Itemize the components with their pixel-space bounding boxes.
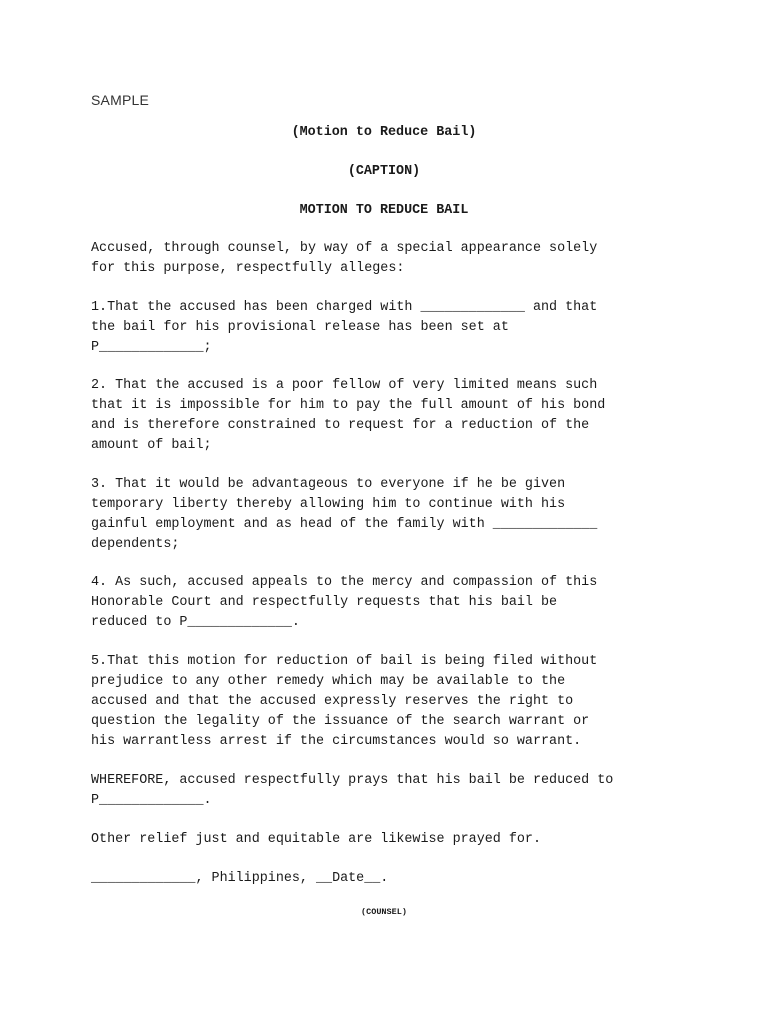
document-heading: MOTION TO REDUCE BAIL	[299, 203, 469, 218]
intro-paragraph: Accused, through counsel, by way of a special appearance solely for this purpose, respectfully alleges:	[91, 241, 598, 276]
sample-label: SAMPLE	[91, 92, 149, 108]
allegation-paragraph-4: 4. As such, accused appeals to the mercy and compassion of this Honorable Court and respectfully requests that his bail be reduced to P_____________.	[91, 575, 598, 630]
relief-paragraph: Other relief just and equitable are likewise prayed for.	[91, 832, 541, 847]
allegation-paragraph-2: 2. That the accused is a poor fellow of very limited means such that it is impossible for him to pay the full amount of his bond and is therefore constrained to request for a reduction of the amount of bail;	[91, 378, 606, 453]
counsel-label: (COUNSEL)	[361, 907, 407, 917]
allegation-paragraph-1: 1.That the accused has been charged with _____________ and that the bail for his provisional release has been set at P_____________;	[91, 300, 598, 355]
wherefore-paragraph: WHEREFORE, accused respectfully prays that his bail be reduced to P_____________.	[91, 773, 614, 808]
document-caption: (CAPTION)	[347, 164, 421, 179]
place-date-line: _____________, Philippines, __Date__.	[91, 871, 389, 886]
allegation-paragraph-3: 3. That it would be advantageous to everyone if he be given temporary liberty thereby allowing him to continue with his gainful employment and as head of the family with _____________ dependents;	[91, 477, 598, 552]
document-title: (Motion to Reduce Bail)	[291, 125, 477, 140]
allegation-paragraph-5: 5.That this motion for reduction of bail is being filed without prejudice to any other remedy which may be available to the accused and that the accused expressly reserves the right to question the legality of the issuance of the search warrant or his warrantless arrest if the circumstances would so warrant.	[91, 654, 598, 749]
